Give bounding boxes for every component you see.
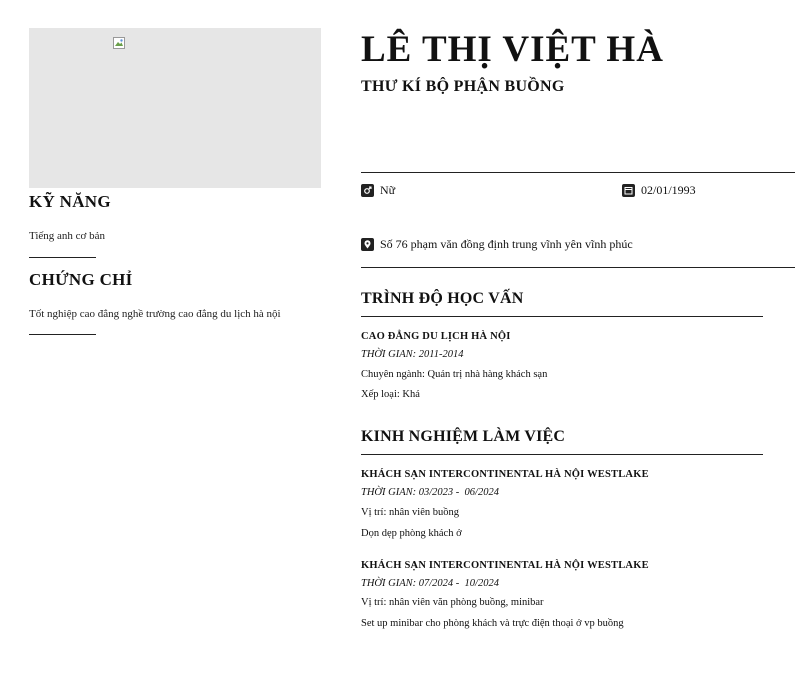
birthdate-value: 02/01/1993 [641, 183, 696, 197]
skills-heading: KỸ NĂNG [29, 192, 111, 211]
school-name: CAO ĐẲNG DU LỊCH HÀ NỘI [361, 331, 511, 342]
broken-image-icon [113, 37, 125, 49]
education-time: THỜI GIAN: 2011-2014 [361, 349, 464, 360]
birthdate-info [622, 183, 696, 198]
experience-time: THỜI GIAN: 07/2024 - 10/2024 [361, 578, 499, 589]
job-title: THƯ KÍ BỘ PHẬN BUỒNG [361, 78, 565, 95]
profile-photo [29, 28, 321, 188]
divider [29, 334, 96, 335]
divider [361, 172, 795, 173]
calendar-icon [622, 184, 635, 197]
education-heading: TRÌNH ĐỘ HỌC VẤN [361, 290, 524, 307]
address-value: Số 76 phạm văn đồng định trung vĩnh yên vĩnh phúc [380, 237, 633, 251]
divider [29, 257, 96, 258]
gender-value: Nữ [380, 183, 396, 197]
certificates-heading: CHỨNG CHỈ [29, 270, 133, 289]
company-name: KHÁCH SẠN INTERCONTINENTAL HÀ NỘI WESTLAKE [361, 560, 649, 571]
divider [361, 454, 763, 455]
skills-section [29, 192, 321, 242]
gender-icon [361, 184, 374, 197]
certificate-item: Tốt nghiệp cao đẳng nghề trường cao đẳng du lịch hà nội [29, 308, 281, 320]
education-grade: Xếp loại: Khá [361, 389, 420, 400]
experience-duty: Dọn dẹp phòng khách ở [361, 528, 462, 539]
skill-item: Tiếng anh cơ bản [29, 230, 105, 242]
experience-duty: Set up minibar cho phòng khách và trực điện thoại ở vp buồng [361, 618, 624, 629]
certificates-section [29, 270, 321, 320]
education-major: Chuyên ngành: Quản trị nhà hàng khách sạn [361, 369, 548, 380]
company-name: KHÁCH SẠN INTERCONTINENTAL HÀ NỘI WESTLAKE [361, 469, 649, 480]
divider [361, 316, 763, 317]
experience-heading: KINH NGHIỆM LÀM VIỆC [361, 428, 566, 445]
experience-time: THỜI GIAN: 03/2023 - 06/2024 [361, 487, 499, 498]
experience-position: Vị trí: nhân viên văn phòng buồng, minibar [361, 597, 544, 608]
location-pin-icon [361, 238, 374, 251]
address-info [361, 237, 633, 252]
candidate-name: LÊ THỊ VIỆT HÀ [361, 29, 664, 70]
divider [361, 267, 795, 268]
gender-info [361, 183, 395, 198]
experience-position: Vị trí: nhân viên buồng [361, 507, 459, 518]
